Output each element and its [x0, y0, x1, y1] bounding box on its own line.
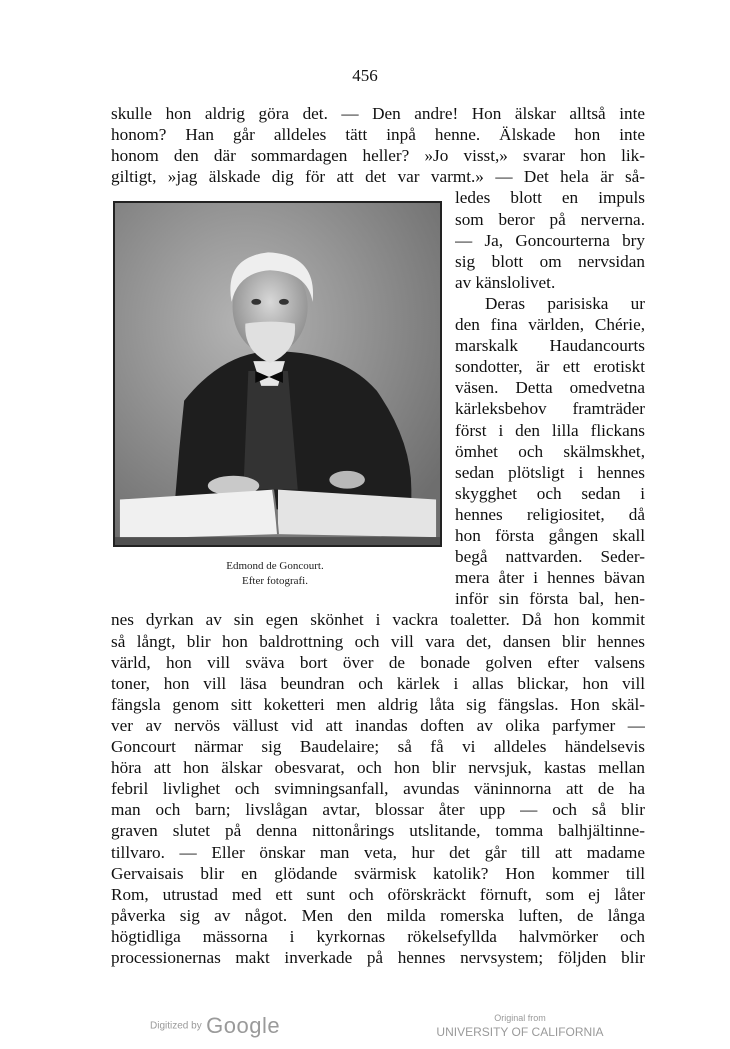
- text-line: Deras parisiska ur: [485, 293, 645, 313]
- text-line: som beror på nerverna.: [455, 209, 645, 229]
- digitized-by-google: [150, 1013, 280, 1039]
- text-line: hon första gången skall: [455, 526, 645, 545]
- text-line: först i den lilla flickans: [455, 420, 645, 440]
- university-label: UNIVERSITY OF CALIFORNIA: [436, 1025, 604, 1039]
- text-line: mera åter i hennes bävan: [455, 568, 645, 588]
- text-line: Goncourt närmar sig Baudelaire; så få vi alldeles händelsevis: [111, 737, 645, 756]
- text-line: sondotter, är ett erotiskt: [455, 357, 645, 377]
- text-line: väsen. Detta omedvetna: [455, 378, 645, 398]
- google-logo: Google: [206, 1013, 281, 1038]
- text-line: ledes blott en impuls: [455, 188, 645, 208]
- text-line: toner, hon vill läsa beundran och kärlek i allas blickar, hon vill: [111, 673, 645, 693]
- text-line: marskalk Haudancourts: [455, 336, 645, 356]
- text-line: den fina världen, Chérie,: [455, 315, 645, 334]
- text-line: höra att hon älskar obesvarat, och hon blir nervsjuk, kastas mellan: [111, 758, 645, 778]
- text-line: ver av nervös vällust vid att inandas doften av olika parfymer —: [111, 715, 645, 735]
- portrait-photo: [113, 201, 442, 547]
- text-line: kärleksbehov framträder: [455, 399, 645, 419]
- text-line: skulle hon aldrig göra det. — Den andre! Hon älskar alltså inte: [111, 104, 645, 123]
- text-line: fängsla genom sitt koketteri men aldrig låta sig fängslas. Hon skäl-: [111, 694, 645, 714]
- text-line: honom? Han går alldeles tätt inpå henne. Älskade hon inte: [111, 125, 645, 145]
- photo-caption-source: Efter fotografi.: [242, 575, 308, 587]
- text-line: sedan plötsligt i hennes: [455, 462, 645, 482]
- text-line: så långt, blir hon baldrottning och vill vara det, dansen blir hennes: [111, 631, 645, 651]
- text-line: graven slutet på denna nittonårings utslitande, tomma balhjältinne-: [111, 821, 645, 841]
- portrait-image: [115, 203, 440, 545]
- text-line: av känslolivet.: [455, 272, 556, 292]
- text-line: Gervaisais blir en glödande svärmisk katolik? Hon kommer till: [111, 863, 645, 883]
- text-line: begå nattvarden. Seder-: [455, 547, 645, 567]
- page-number: 456: [352, 66, 378, 85]
- text-line: inför sin första bal, hen-: [455, 589, 645, 609]
- text-line: sig blott om nervsidan: [455, 251, 645, 271]
- text-line: — Ja, Goncourterna bry: [455, 230, 645, 250]
- text-line: giltigt, »jag älskade dig för att det var varmt.» — Det hela är så-: [111, 167, 645, 187]
- text-line: tillvaro. — Eller önskar man veta, hur det går till att madame: [111, 842, 645, 862]
- digitized-by-label: Digitized by: [150, 1020, 202, 1032]
- original-source: [420, 1011, 620, 1039]
- text-line: värld, hon vill sväva bort över de bonade golven efter valsens: [111, 652, 645, 672]
- text-line: man och barn; livslågan avtar, blossar åter upp — och så blir: [111, 800, 645, 820]
- text-line: hennes religiositet, då: [455, 504, 645, 524]
- text-line: nes dyrkan av sin egen skönhet i vackra toaletter. Då hon kommit: [111, 610, 645, 630]
- text-line: högtidliga mässorna i kyrkornas rökelsefyllda halvmörker och: [111, 926, 645, 946]
- text-line: påverka sig av något. Men den milda romerska luften, de långa: [111, 905, 645, 925]
- text-line: febril livlighet och svimningsanfall, avundas väninnorna att de ha: [111, 779, 645, 799]
- photo-caption-name: Edmond de Goncourt.: [226, 560, 324, 572]
- text-line: ömhet och skälmskhet,: [455, 441, 645, 461]
- original-from-label: Original from: [494, 1013, 546, 1023]
- text-line: honom den där sommardagen heller? »Jo visst,» svarar hon lik-: [111, 146, 645, 166]
- text-line: processionernas makt inverkade på hennes nervsystem; följden blir: [111, 948, 645, 967]
- text-line: Rom, utrustad med ett sunt och oförskräckt förnuft, som ej låter: [111, 884, 645, 904]
- text-line: skygghet och sedan i: [455, 483, 645, 503]
